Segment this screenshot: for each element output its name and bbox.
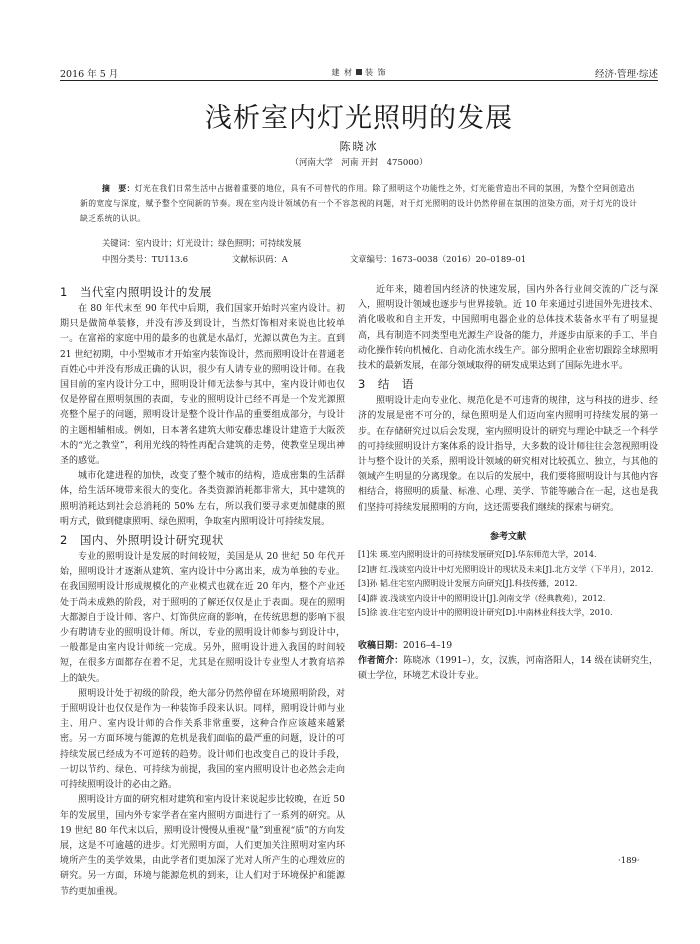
- running-header: [60, 66, 658, 80]
- reference-item: [5]徐 波.住宅室内设计中的照明设计研究[D].中南林业科技大学，2010.: [358, 608, 613, 618]
- header-date: 2016 年 5 月: [60, 69, 119, 80]
- abstract: [80, 181, 642, 226]
- author-name: 陈晓冰: [339, 140, 379, 153]
- paragraph: 近年来，随着国内经济的快速发展，国内外各行业间交流的广泛与深入，照明设计领域也逐步与世界接轨。近 10 年来通过引进国外先进技术、消化吸收和自主开发，中国照明电器企业的总体技术装备水平有了明显提高，具有制造不同类型电光源生产设备的能力，并逐步由原来的手工、半自动化操作转向机械化、自动化流水线生产。部分照明企业密切跟踪全球照明技术的最新发展，在部分领域取得的研发成果达到了国际先进水平。: [358, 285, 658, 372]
- section-2-heading: 2 国内、外照明设计研究现状: [60, 533, 224, 548]
- reference-item: [4]薛 波.浅谈室内设计中的照明设计[J].剑南文学（经典教苑），2012.: [358, 593, 606, 603]
- header-rule: [60, 80, 658, 81]
- abstract-text: 灯光在我们日常生活中占据着重要的地位，具有不可替代的作用。除了照明这个功能性之外，灯光能营造出不同的氛围，为整个空间创造出新的宽度与深度，赋予整个空间新的节奏。现在室内设计领域仍有一个不容忽视的问题，对于灯光照明的设计仍然停留在氛围的渲染方面，对于灯光的设计缺乏系统的认识。: [80, 184, 638, 223]
- paragraph: 在 80 年代末至 90 年代中后期，我们国家开始时兴室内设计。初期只是做简单装修，并没有涉及到设计，当然灯饰相对来说也比较单一。在富裕的家庭中用的最多的也就是水晶灯，光源以黄色为主。直到 21 世纪初期，中小型城市才开始室内装饰设计，然而照明设计在普通老百姓心中并没有形成正确的认识，很少有人请专业的照明设计师。在我国目前的室内设计分工中，照明设计师无法参与其中，室内设计师也仅仅是停留在照明氛围的表面，专业的照明设计已经不再是一个发光源照亮整个屋子的问题，照明设计是整个设计作品的重要组成部分，与设计的主题相辅相成。例如，日本著名建筑大师安藤忠雄设计建造于大阪茨木的“光之教堂”，利用光线的特性再配合建筑的走势，使教堂呈现出神圣的感觉。: [60, 304, 345, 467]
- clc-number: 中图分类号：TU113.6: [102, 254, 189, 264]
- author-affiliation: （河南大学 河南 开封 475000）: [290, 158, 428, 168]
- reference-item: [1]朱 瑛.室内照明设计的可持续发展研究[D].华东师范大学，2014.: [358, 550, 597, 560]
- received-date: 收稿日期：2016–4–19: [358, 641, 453, 652]
- square-icon: [356, 69, 362, 75]
- paragraph: 城市化建进程的加快，改变了整个城市的结构，造成密集的生活群体，给生活环境带来很大的变化。各类资源消耗都非常大，其中建筑的照明消耗达到社会总消耗的 50% 左右，所以我们要寻求更加健康的照明方式，做到健康照明、绿色照明，争取室内照明设计可持续发展。: [60, 471, 345, 527]
- page-number: ·189·: [618, 856, 640, 866]
- keywords: 关键词：室内设计；灯光设计；绿色照明；可持续发展: [102, 238, 302, 248]
- article-title: 浅析室内灯光照明的发展: [205, 103, 513, 134]
- header-section: 经济·管理·综述: [594, 69, 658, 80]
- classification-line: [102, 253, 542, 265]
- section-3-heading: 3 结 语: [358, 377, 414, 392]
- abstract-label: 摘 要：: [102, 184, 135, 193]
- reference-item: [3]孙 韬.住宅室内照明设计发展方向研究[J].科技传播，2012.: [358, 579, 578, 589]
- article-number: 文章编号：1673–0038（2016）20–0189–01: [350, 254, 527, 264]
- paragraph: 照明设计处于初级的阶段，绝大部分仍然停留在环境照明阶段，对于照明设计也仅仅是作为一种装饰手段来认识。同样，照明设计师与业主、用户、室内设计师的合作关系非常重要，这种合作应该越来越紧密。另一方面环境与能源的危机是我们面临的最严重的问题，设计的可持续发展已经成为不可逆转的趋势。设计师们也改变自己的设计手段，一切以节约、绿色、可持续为前提，我国的室内照明设计也必然会走向可持续照明设计的必由之路。: [60, 688, 345, 791]
- reference-list: [358, 548, 658, 621]
- right-column: [358, 283, 658, 684]
- references-heading: 参考文献: [489, 531, 526, 542]
- paragraph: 照明设计走向专业化、规范化是不可违背的规律，这与科技的进步、经济的发展是密不可分的，绿色照明是人们迈向室内照明可持续发展的第一步。在存储研究过以后会发现，室内照明设计的研究与理论中缺乏一个科学的可持续照明设计方案体系的设计指导，大多数的设计师往往会忽视照明设计与整个设计的关系，照明设计领域的研究相对比较孤立、独立，与其他的领域产生明显的分离现象。在以后的发展中，我们要将照明设计与其他内容相结合，将照明的质量、标准、心理、美学、节能等融合在一起，这也是我们坚持可持续发展照明的方向，这还需要我们继续的探索与研究。: [358, 396, 658, 513]
- author-bio: 作者简介：陈晓冰（1991–），女，汉族，河南洛阳人，14 级在读研究生，硕士学位，环境艺术设计专业。: [358, 656, 658, 682]
- reference-item: [2]唐 红.浅谈室内设计中灯光照明设计的现状及未来[J].北方文学（下半月），2012.: [358, 564, 654, 574]
- journal-name: 建 材 装 饰: [331, 68, 387, 77]
- left-column: [60, 282, 345, 900]
- paragraph: 专业的照明设计是发展的时间较短，美国是从 20 世纪 50 年代开始，照明设计才逐渐从建筑、室内设计中分离出来，成为单独的专业。在我国照明设计形成规模化的产业模式也就在近 20 年内，整个产业还处于尚未成熟的阶段，对于照明的了解还仅仅是止于表面。现在的照明大都源自于设计师、客户、灯饰供应商的影响，在传统思想的影响下很少有聘请专业的照明设计师。所以，专业的照明设计师参与到设计中，一般都是由室内设计师统一完成。另外，照明设计进入我国的时间较短，在很多方面都存在着不足，尤其是在照明设计专业型人才教育培养上的缺失。: [60, 552, 345, 684]
- section-1-heading: 1 当代室内照明设计的发展: [60, 285, 212, 299]
- document-code: 文献标识码：A: [232, 254, 288, 264]
- paragraph: 照明设计方面的研究相对建筑和室内设计来说起步比较晚，在近 50 年的发展里，国内外专家学者在室内照明方面进行了一系列的研究。从 19 世纪 80 年代末以后，照明设计慢慢从重视“量”到重视“质”的方向发展，这是不可逾越的进步。灯光照明方面，人们更加关注照明对室内环境所产生的美学效果，由此学者们更加深了光对人所产生的心理效应的研究。另一方面，环境与能源危机的到来，让人们对于环境保护和能源节约更加重视。: [60, 795, 345, 897]
